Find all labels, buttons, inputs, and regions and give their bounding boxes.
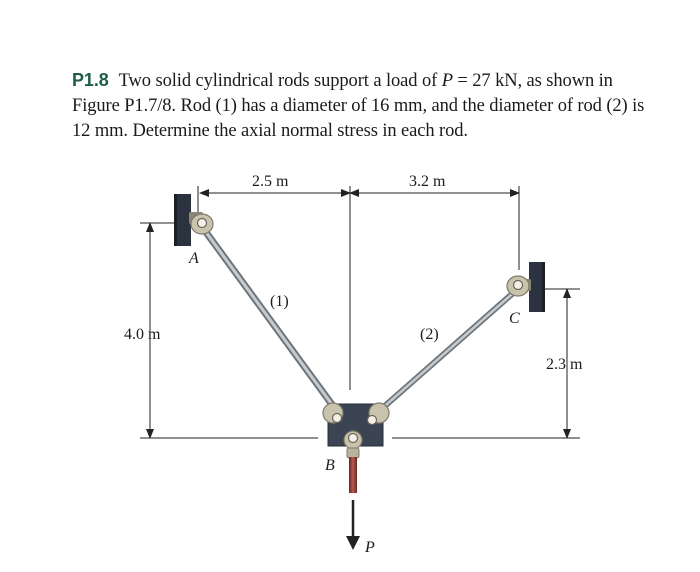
problem-number: P1.8 <box>72 70 109 90</box>
dim-label-3-2m: 3.2 m <box>409 173 446 190</box>
joint-plate-b <box>323 403 389 449</box>
rod-label-2: (2) <box>420 326 439 343</box>
load-variable: P <box>441 71 453 91</box>
point-label-p: P <box>365 539 375 556</box>
dim-label-2-3m: 2.3 m <box>546 356 583 373</box>
dim-label-2-5m: 2.5 m <box>252 173 289 190</box>
rods <box>200 224 520 412</box>
load-arrow <box>346 500 360 550</box>
problem-body: = 27 kN, as shown in Figure P1.7/8. Rod (1) has a diameter of 16 mm, and the diameter of rod (2) is 12 mm. Determine the axial normal stress in each rod. <box>72 71 645 141</box>
pin-c <box>507 276 529 296</box>
pin-a <box>191 214 213 234</box>
rod-label-1: (1) <box>270 293 289 310</box>
point-label-b: B <box>325 457 335 474</box>
load-link <box>347 448 359 493</box>
point-label-c: C <box>509 310 520 327</box>
point-label-a: A <box>189 250 199 267</box>
dim-label-4-0m: 4.0 m <box>124 326 161 343</box>
problem-intro: Two solid cylindrical rods support a load of <box>118 71 442 91</box>
